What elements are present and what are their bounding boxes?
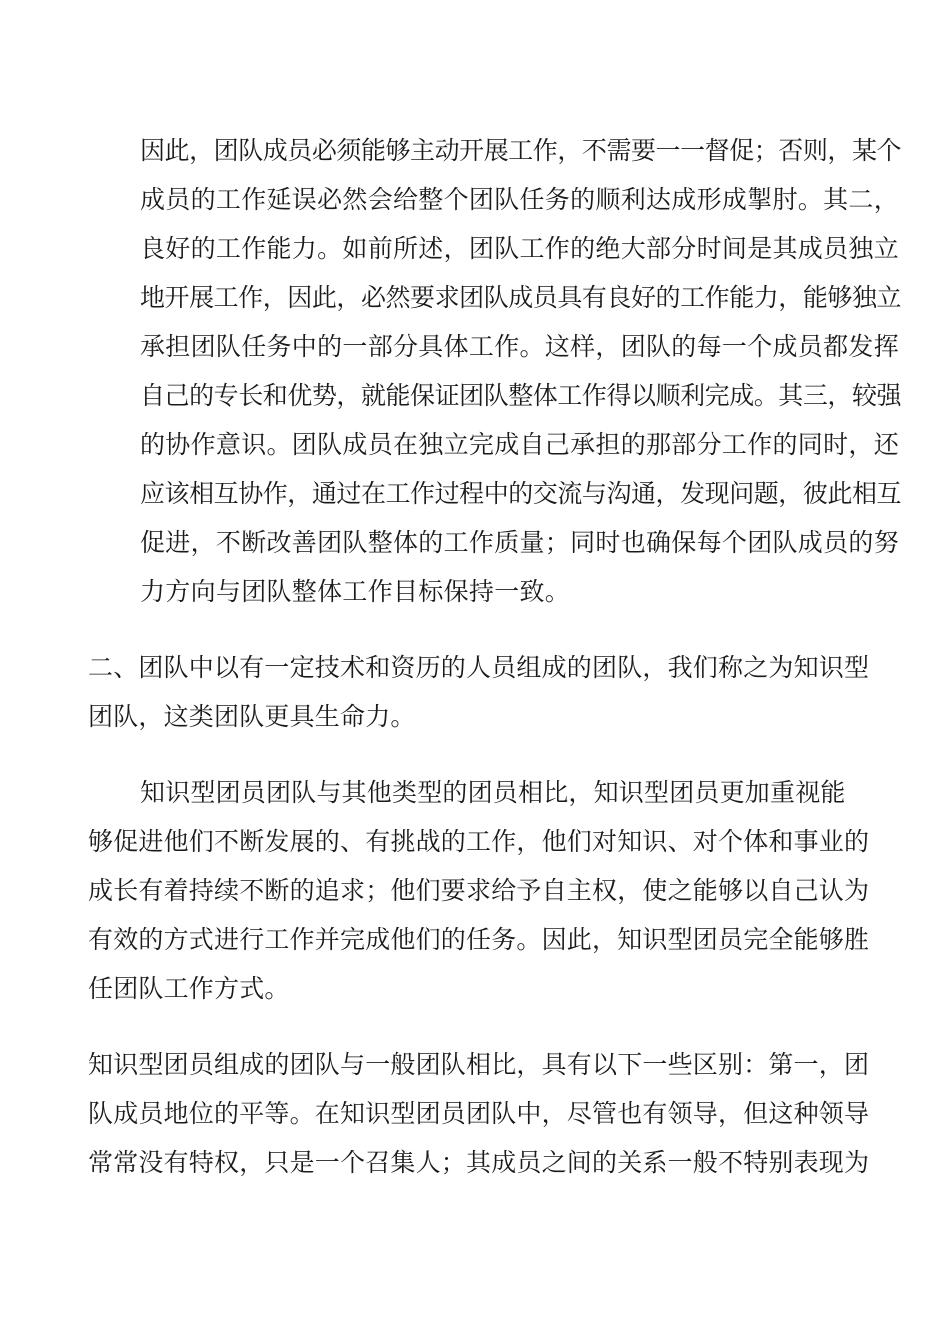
paragraph-1-line-4: 地开展工作，因此，必然要求团队成员具有良好的工作能力，能够独立 bbox=[140, 283, 902, 312]
paragraph-1-line-10: 力方向与团队整体工作目标保持一致。 bbox=[140, 577, 571, 606]
paragraph-1-line-5: 承担团队任务中的一部分具体工作。这样，团队的每一个成员都发挥 bbox=[140, 332, 900, 361]
paragraph-3-line-3: 成长有着持续不断的追求；他们要求给予自主权，使之能够以自己认为 bbox=[88, 876, 870, 905]
paragraph-3-line-5: 任团队工作方式。 bbox=[88, 974, 290, 1003]
paragraph-1-line-1: 因此，团队成员必须能够主动开展工作，不需要一一督促；否则，某个 bbox=[140, 136, 902, 165]
paragraph-1-line-6: 自己的专长和优势，就能保证团队整体工作得以顺利完成。其三，较强 bbox=[140, 381, 902, 410]
paragraph-1-line-8: 应该相互协作，通过在工作过程中的交流与沟通，发现问题，彼此相互 bbox=[140, 479, 902, 508]
paragraph-4-line-2: 队成员地位的平等。在知识型团员团队中，尽管也有领导，但这种领导 bbox=[88, 1099, 870, 1128]
paragraph-3-line-1: 知识型团员团队与其他类型的团员相比，知识型团员更加重视能 bbox=[140, 778, 846, 807]
paragraph-1-line-9: 促进，不断改善团队整体的工作质量；同时也确保每个团队成员的努 bbox=[140, 528, 900, 557]
paragraph-3-line-4: 有效的方式进行工作并完成他们的任务。因此，知识型团员完全能够胜 bbox=[88, 925, 870, 954]
paragraph-1-line-3: 良好的工作能力。如前所述，团队工作的绝大部分时间是其成员独立 bbox=[140, 234, 900, 263]
paragraph-1-line-7: 的协作意识。团队成员在独立完成自己承担的那部分工作的同时，还 bbox=[140, 430, 900, 459]
paragraph-2-line-2: 团队，这类团队更具生命力。 bbox=[88, 702, 416, 731]
paragraph-3-line-2: 够促进他们不断发展的、有挑战的工作，他们对知识、对个体和事业的 bbox=[88, 827, 870, 856]
paragraph-2-line-1: 二、团队中以有一定技术和资历的人员组成的团队，我们称之为知识型 bbox=[88, 653, 870, 682]
paragraph-4-line-1: 知识型团员组成的团队与一般团队相比，具有以下一些区别：第一，团 bbox=[88, 1050, 870, 1079]
paragraph-1-line-2: 成员的工作延误必然会给整个团队任务的顺利达成形成掣肘。其二， bbox=[140, 185, 900, 214]
paragraph-4-line-3: 常常没有特权，只是一个召集人；其成员之间的关系一般不特别表现为 bbox=[88, 1148, 870, 1177]
